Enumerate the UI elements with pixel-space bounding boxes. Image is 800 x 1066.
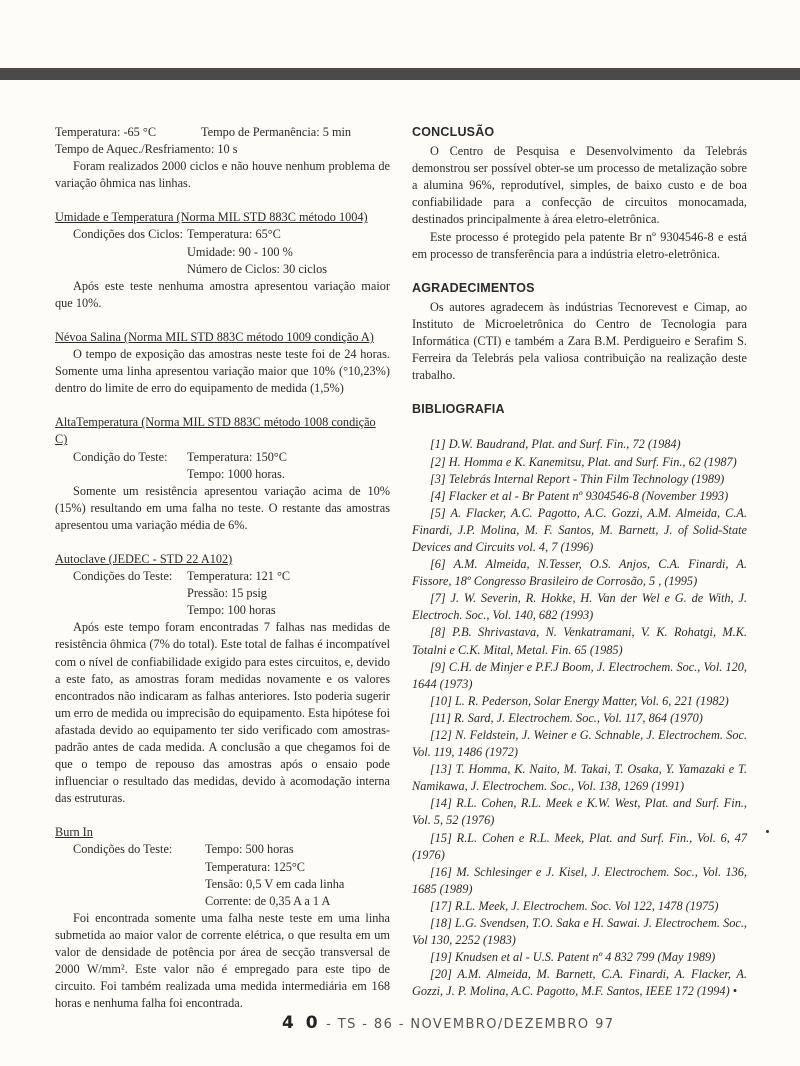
autoclave-v3: Tempo: 100 horas — [187, 603, 276, 618]
reference-item: [1] D.W. Baudrand, Plat. and Surf. Fin., 72 (1984) — [430, 437, 681, 452]
page-footer — [282, 1013, 614, 1033]
alta-label: Condição do Teste: — [73, 449, 168, 464]
intro-perm: Tempo de Permanência: 5 min — [201, 125, 352, 139]
intro-body: Foram realizados 2000 ciclos e não houve nenhum problema de variação ôhmica nas linhas. — [55, 159, 390, 191]
reference-item: [18] L.G. Svendsen, T.O. Saka e H. Sawai. J. Electrochem. Soc., Vol 130, 2252 (1983) — [412, 916, 747, 948]
nevoa-section — [55, 329, 390, 397]
reference-item: [13] T. Homma, K. Naito, M. Takai, T. Osaka, Y. Yamazaki e T. Namikawa, J. Electrochem. Soc., Vol. 138, 1269 (1991) — [412, 762, 747, 794]
agradecimentos-p1: Os autores agradecem às indústrias Tecnorevest e Cimap, ao Instituto de Microeletrônica do Centro de Tecnologia para Informática (CTI) e também a Zara B.M. Perdigueiro e Serafim S. Ferreira da Telebrás pela valiosa contribuição na realização deste trabalho. — [412, 299, 747, 383]
alta-body: Somente um resistência apresentou variação acima de 10% (15%) resultando em uma falha no teste. O restante das amostras apresentou uma variação média de 6%. — [55, 483, 390, 532]
burn-v2: Temperatura: 125°C — [205, 859, 306, 874]
burn-title: Burn In — [55, 825, 93, 840]
reference-item: [10] L. R. Pederson, Solar Energy Matter, Vol. 6, 221 (1982) — [430, 693, 729, 708]
autoclave-section — [55, 551, 390, 807]
agradecimentos-heading: AGRADECIMENTOS — [412, 280, 535, 295]
alta-section — [55, 414, 390, 534]
intro-temp: Temperatura: -65 °C — [55, 125, 157, 139]
burn-v3: Tensão: 0,5 V em cada linha — [205, 876, 345, 891]
reference-item: [9] C.H. de Minjer e P.F.J Boom, J. Electrochem. Soc., Vol. 120, 1644 (1973) — [412, 659, 747, 691]
intro-block — [55, 124, 390, 192]
autoclave-title: Autoclave (JEDEC - STD 22 A102) — [55, 551, 233, 566]
reference-item: [17] R.L. Meek, J. Electrochem. Soc. Vol 122, 1478 (1975) — [430, 898, 719, 913]
umidade-v2: Umidade: 90 - 100 % — [187, 244, 293, 259]
burn-v4: Corrente: de 0,35 A a 1 A — [205, 893, 331, 908]
autoclave-v1: Temperatura: 121 °C — [187, 569, 291, 584]
reference-item: [20] A.M. Almeida, M. Barnett, C.A. Finardi, A. Flacker, A. Gozzi, J. P. Molina, A.C. Pagotto, M.F. Santos, IEEE 172 (1994) • — [412, 967, 747, 999]
autoclave-label: Condições do Teste: — [73, 569, 173, 584]
burn-v1: Tempo: 500 horas — [205, 842, 294, 857]
reference-item: [7] J. W. Severin, R. Hokke, H. Van der Wel e G. de With, J. Electroch. Soc., Vol. 140, 682 (1993) — [412, 591, 747, 623]
reference-item: [16] M. Schlesinger e J. Kisel, J. Electrochem. Soc., Vol. 136, 1685 (1989) — [412, 864, 747, 896]
nevoa-body: O tempo de exposição das amostras neste teste foi de 24 horas. Somente uma linha apresentou variação maior que 10% (°10,23%) dentro do limite de erro do equipamento de medida (1,5%) — [55, 347, 390, 396]
margin-dot — [766, 830, 769, 833]
page-number: 4 0 — [282, 1013, 321, 1033]
conclusao-section — [412, 124, 747, 263]
top-rule-bar — [0, 68, 800, 80]
agradecimentos-section — [412, 280, 747, 385]
umidade-v3: Número de Ciclos: 30 ciclos — [187, 261, 328, 276]
nevoa-title: Névoa Salina (Norma MIL STD 883C método 1009 condição A) — [55, 329, 374, 344]
reference-item: [14] R.L. Cohen, R.L. Meek e K.W. West, Plat. and Surf. Fin., Vol. 5, 52 (1976) — [412, 796, 747, 828]
conclusao-heading: CONCLUSÃO — [412, 125, 495, 139]
umidade-label: Condições dos Ciclos: — [73, 227, 183, 242]
intro-aquec: Tempo de Aquec./Resfriamento: 10 s — [55, 142, 238, 157]
reference-item: [15] R.L. Cohen e R.L. Meek, Plat. and Surf. Fin., Vol. 6, 47 (1976) — [412, 830, 747, 862]
footer-issue-text: - TS - 86 - NOVEMBRO/DEZEMBRO 97 — [326, 1017, 615, 1032]
conclusao-p1: O Centro de Pesquisa e Desenvolvimento da Telebrás demonstrou ser possível obter-se um processo de metalização sobre a alumina 96%, reprodutível, simples, de baixo custo e de boa confiabilidade para a confecção de circuitos monocamada, destinados principalmente à área eletro-eletrônica. — [412, 144, 747, 227]
bibliografia-heading: BIBLIOGRAFIA — [412, 402, 505, 417]
reference-list — [412, 436, 747, 1000]
reference-item: [12] N. Feldstein, J. Weiner e G. Schnable, J. Electrochem. Soc. Vol. 119, 1486 (1972) — [412, 728, 747, 760]
reference-item: [8] P.B. Shrivastava, N. Venkatramani, V. K. Rohatgi, M.K. Totalni e C.K. Mital, Metal. Fin. 65 (1985) — [412, 625, 747, 657]
autoclave-body: Após este tempo foram encontradas 7 falhas nas medidas de resistência ôhmica (7% do total). Este total de falhas é incompatível com o nível de confiabilidade exigido para estes circuitos, e, devido a este fato, as amostras foram medidas novamente e os valores encontrados não indicaram as falhas anteriores. Isto poderia sugerir um erro de medida ou imprecisão do equipamento. Esta hipótese foi afastada devido ao equipamento ter sido verificado com amostras-padrão antes de cada medida. A conclusão a que chegamos foi de que o tempo de repouso das amostras após o ensaio pode influenciar o resultado das medidas, devido à acomodação interna das estruturas. — [55, 620, 390, 806]
alta-v1: Temperatura: 150°C — [187, 449, 288, 464]
burn-body: Foi encontrada somente uma falha neste teste em uma linha submetida ao maior valor de corrente elétrica, o que resulta em um valor de densidade de potência por área de secção transversal de 2000 W/mm². Este valor não é empregado para este tipo de circuito. Foi também realizada uma medida intermediária em 168 horas e nenhuma falha foi encontrada. — [55, 910, 390, 1011]
bibliografia-section — [412, 401, 747, 1000]
reference-item: [5] A. Flacker, A.C. Pagotto, A.C. Gozzi, A.M. Almeida, C.A. Finardi, J.P. Molina, M. F. Santos, M. Barnett, J. of Solid-State Devices and Circuits vol. 4, 7 (1996) — [412, 505, 747, 554]
reference-item: [2] H. Homma e K. Kanemitsu, Plat. and Surf. Fin., 62 (1987) — [430, 454, 737, 469]
right-column — [412, 124, 747, 1001]
reference-item: [4] Flacker et al - Br Patent nº 9304546-8 (November 1993) — [430, 488, 729, 503]
burn-section — [55, 824, 390, 1012]
alta-title: AltaTemperatura (Norma MIL STD 883C método 1008 condição C) — [55, 415, 376, 447]
reference-item: [11] R. Sard, J. Electrochem. Soc., Vol. 117, 864 (1970) — [430, 710, 703, 725]
umidade-section — [55, 209, 390, 312]
reference-item: [6] A.M. Almeida, N.Tesser, O.S. Anjos, C.A. Finardi, A. Fissore, 18º Congresso Brasileiro de Corrosão, 5 , (1995) — [412, 557, 747, 589]
burn-label: Condições do Teste: — [73, 842, 173, 857]
left-column — [55, 124, 390, 1012]
conclusao-p2: Este processo é protegido pela patente Br nº 9304546-8 e está em processo de transferência para a indústria eletro-eletrônica. — [412, 229, 747, 261]
reference-item: [3] Telebrás Internal Report - Thin Film Technology (1989) — [430, 471, 725, 486]
autoclave-v2: Pressão: 15 psig — [187, 586, 267, 601]
umidade-body: Após este teste nenhuma amostra apresentou variação maior que 10%. — [55, 278, 390, 310]
umidade-v1: Temperatura: 65°C — [187, 227, 281, 242]
alta-v2: Tempo: 1000 horas. — [187, 466, 285, 481]
reference-item: [19] Knudsen et al - U.S. Patent nº 4 832 799 (May 1989) — [430, 950, 716, 965]
umidade-title: Umidade e Temperatura (Norma MIL STD 883C método 1004) — [55, 210, 368, 225]
